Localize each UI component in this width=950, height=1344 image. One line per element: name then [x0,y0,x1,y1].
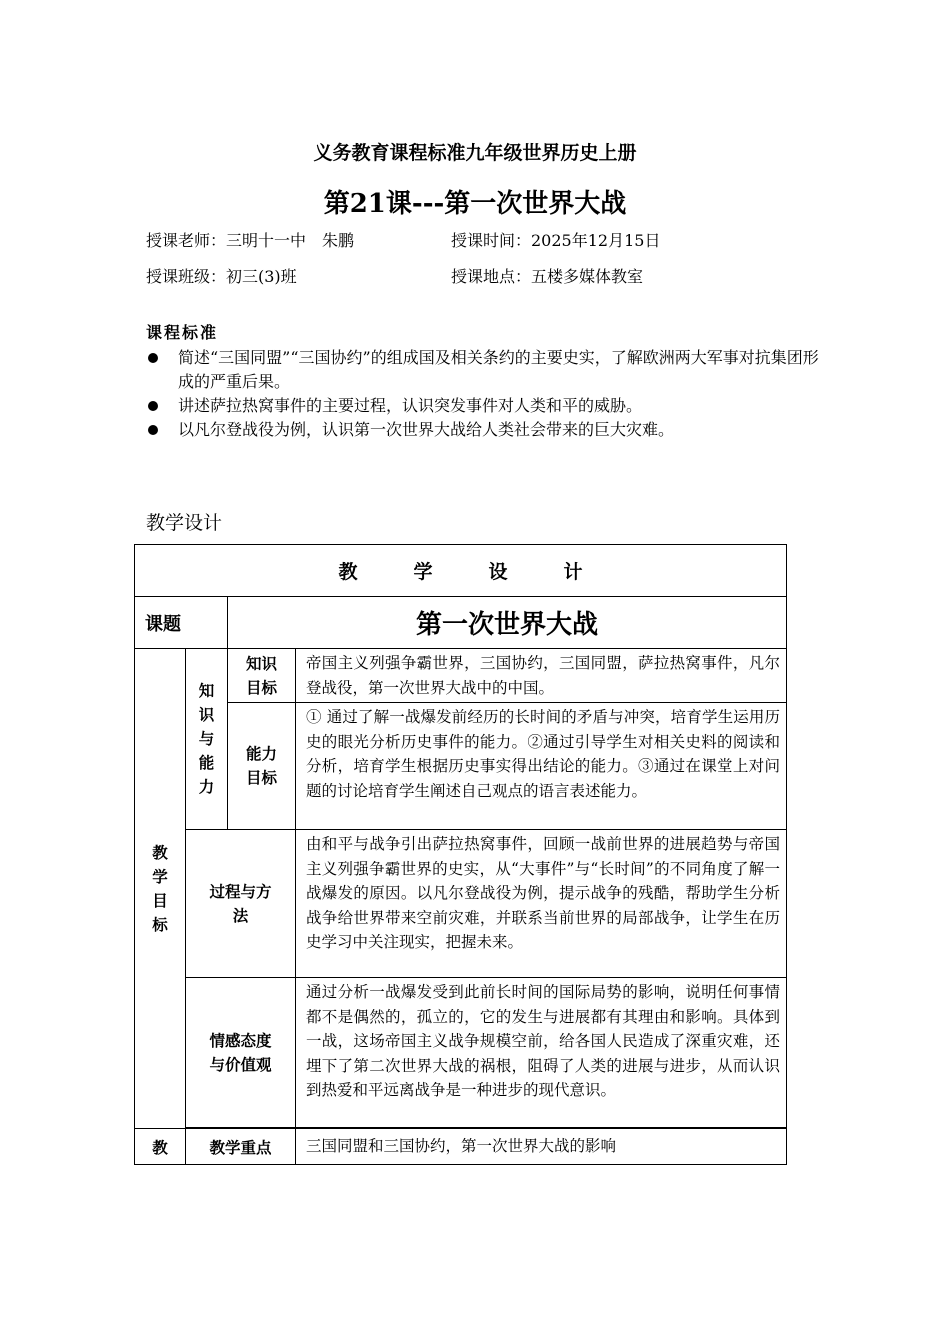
document-title: 第21课---第一次世界大战 [323,189,627,219]
bullet-icon [148,425,158,435]
teaching-design-table [134,544,787,1165]
class-info: 授课班级：初三(3)班 [146,267,297,286]
design-heading: 教学设计 [146,512,223,534]
topic-label: 课题 [135,597,228,649]
emotion-value-text: 通过分析一战爆发受到此前长时间的国际局势的影响，说明任何事情都不是偶然的，孤立的，它的发生与进展都有其理由和影响。具体到一战，这场帝国主义战争规模空前，给各国人民造成了深重灾难，还埋下了第二次世界大战的祸根，阻碍了人类的进展与进步，从而认识到热爱和平远离战争是一种进步的现代意识。 [296,978,787,1128]
list-item: 简述“三国同盟”“三国协约”的组成国及相关条约的主要史实，了解欧洲两大军事对抗集团形成的严重后果。 [146,346,826,394]
ability-goal-text: ① 通过了解一战爆发前经历的长时间的矛盾与冲突，培育学生运用历史的眼光分析历史事件的能力。②通过引导学生对相关史料的阅读和分析，培育学生根据历史事实得出结论的能力。③通过在课堂上对问题的讨论培育学生阐述自己观点的语言表述能力。 [296,703,787,830]
topic-value: 第一次世界大战 [228,597,787,649]
teaching-label-cell: 教 [135,1129,186,1165]
document-subtitle: 义务教育课程标准九年级世界历史上册 [313,142,637,164]
process-method-text: 由和平与战争引出萨拉热窝事件，回顾一战前世界的进展趋势与帝国主义列强争霸世界的史实，从“大事件”与“长时间”的不同角度了解一战爆发的原因。以凡尔登战役为例，提示战争的残酷，帮助学生分析战争给世界带来空前灾难，并联系当前世界的局部战争，让学生在历史学习中关注现实，把握未来。 [296,830,787,978]
table-row [135,1129,787,1165]
table-row [135,830,787,978]
ability-goal-label: 能力 目标 [228,703,296,830]
bullet-icon [148,353,158,363]
time-info: 授课时间：2025年12月15日 [451,231,661,250]
table-row [135,978,787,1128]
knowledge-goal-text: 帝国主义列强争霸世界，三国协约，三国同盟，萨拉热窝事件，凡尔登战役，第一次世界大战中的中国。 [296,649,787,703]
table-row [135,597,787,649]
knowledge-goal-label: 知识 目标 [228,649,296,703]
table-row [135,649,787,703]
standards-list [146,346,826,442]
table-title-cell: 教 学 设 计 [135,545,787,597]
process-method-label: 过程与方 法 [186,830,296,978]
table-row [135,545,787,597]
knowledge-ability-label: 知 识 与 能 力 [186,649,228,830]
list-item: 以凡尔登战役为例，认识第一次世界大战给人类社会带来的巨大灾难。 [146,418,826,442]
teacher-info: 授课老师：三明十一中 朱鹏 [146,231,355,250]
list-item: 讲述萨拉热窝事件的主要过程，认识突发事件对人类和平的威胁。 [146,394,826,418]
key-point-text: 三国同盟和三国协约，第一次世界大战的影响 [296,1129,787,1165]
standards-heading: 课程标准 [146,323,219,342]
bullet-icon [148,401,158,411]
key-point-label: 教学重点 [186,1129,296,1165]
objectives-label: 教 学 目 标 [135,649,186,1129]
emotion-value-label: 情感态度 与价值观 [186,978,296,1128]
place-info: 授课地点：五楼多媒体教室 [451,267,644,286]
table-row [135,703,787,830]
